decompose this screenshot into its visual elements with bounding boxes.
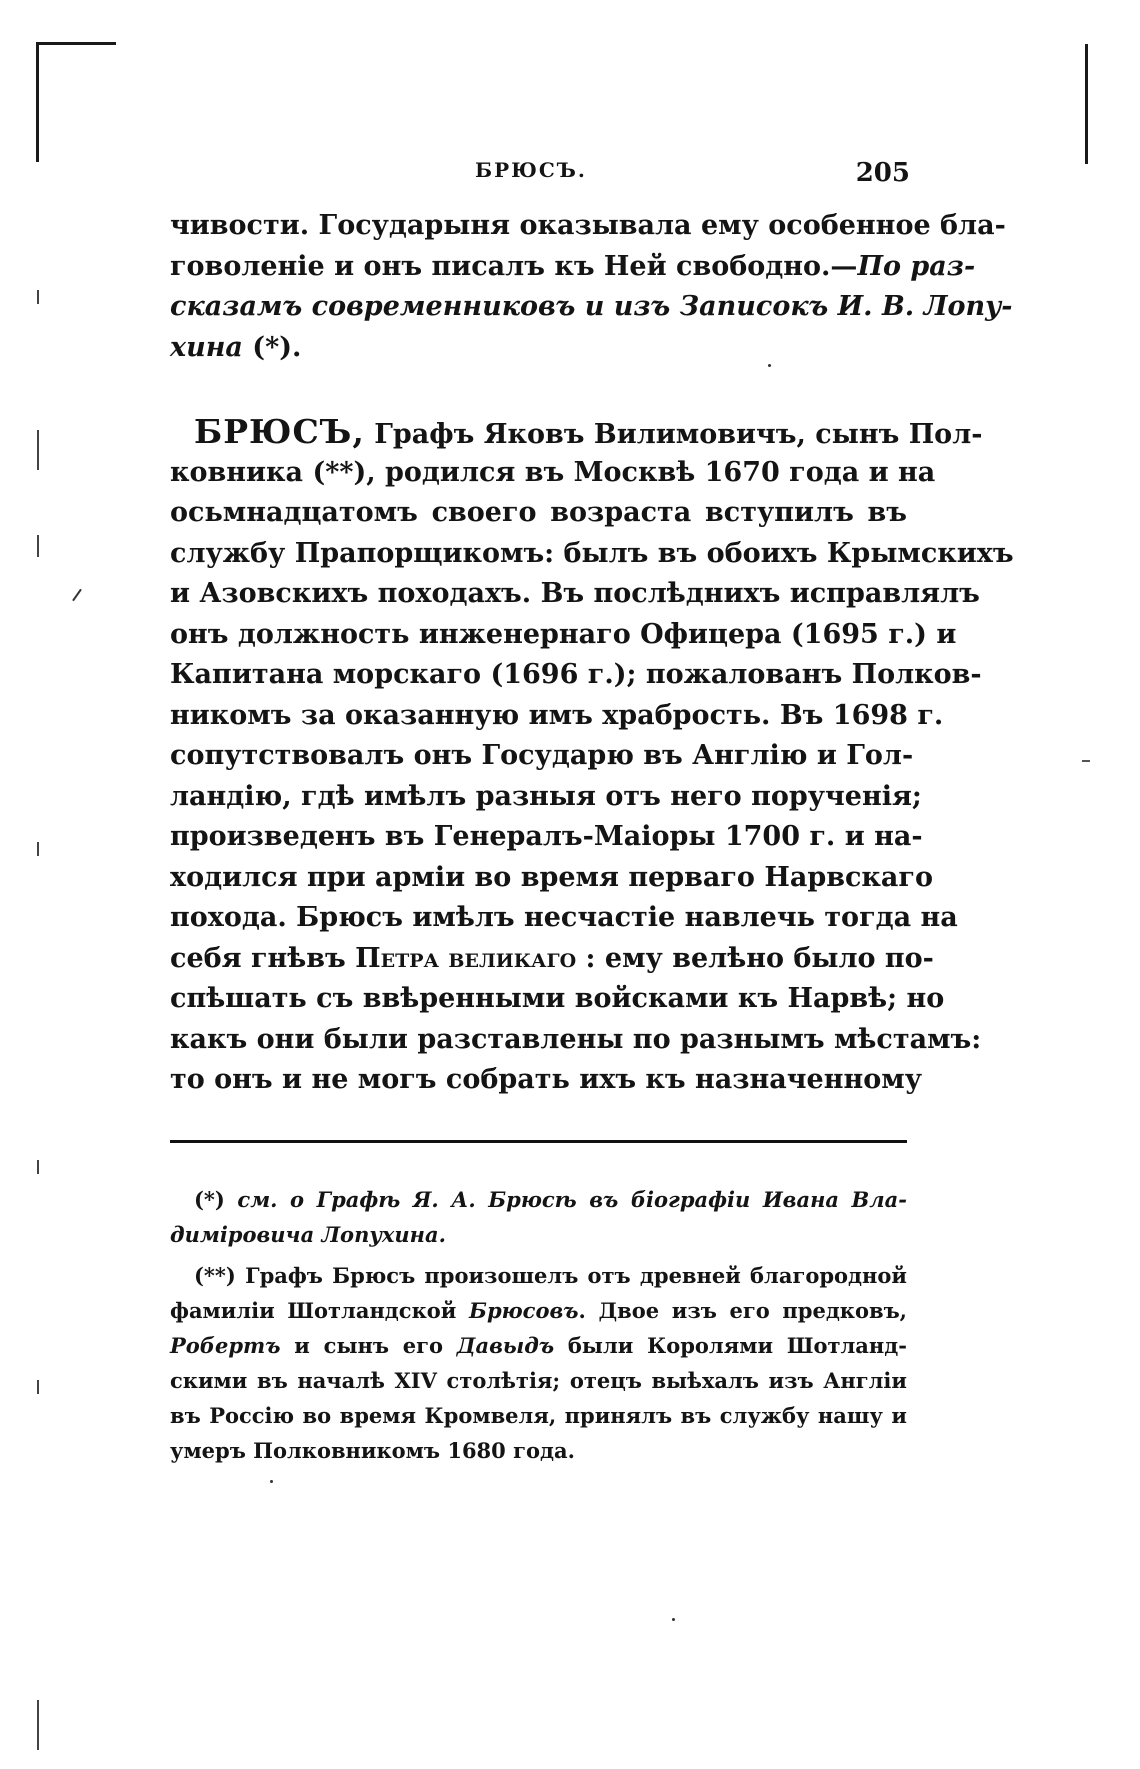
footnote-line: въ Россію во время Кромвеля, принялъ въ службу нашу и	[170, 1403, 907, 1428]
text-line: ландію, гдѣ имѣлъ разныя отъ него порученія;	[170, 780, 922, 812]
footnote-line: (*) см. о Графѣ Я. А. Брюсѣ въ біографіи Ивана Вла-	[194, 1187, 907, 1212]
scan-edge-mark	[1082, 760, 1090, 762]
scan-edge-mark	[37, 1160, 39, 1174]
text-line: никомъ за оказанную имъ храбрость. Въ 1698 г.	[170, 699, 944, 731]
scan-edge-mark	[37, 535, 39, 557]
bruce-entry	[170, 412, 1014, 1101]
page-header	[170, 158, 910, 198]
scan-speck	[672, 1618, 675, 1621]
scan-edge-mark	[37, 430, 39, 470]
footnote-line: фамиліи Шотландской Брюсовъ. Двое изъ его предковъ,	[170, 1298, 907, 1323]
scan-edge-mark	[1085, 44, 1088, 164]
text-line: онъ должность инженернаго Офицера (1695 г.) и	[170, 618, 957, 650]
footnote-line: умеръ Полковникомъ 1680 года.	[170, 1438, 575, 1463]
scan-speck	[270, 1480, 273, 1483]
text-line: Капитана морскаго (1696 г.); пожалованъ Полков-	[170, 659, 982, 690]
scan-frame-mark	[36, 42, 116, 45]
entry-first-line: БРЮСЪ, Графъ Яковъ Вилимовичъ, сынъ Пол-	[194, 412, 983, 451]
text-line: службу Прапорщикомъ: былъ въ обоихъ Крымскихъ	[170, 537, 1014, 569]
text-line: то онъ и не могъ собрать ихъ къ назначенному	[170, 1064, 922, 1095]
text-line: осьмнадцатомъ своего возраста вступилъ въ	[170, 497, 907, 528]
text-line: спѣшать съ ввѣренными войсками къ Нарвѣ; но	[170, 983, 945, 1014]
running-head: БРЮСЪ.	[475, 158, 587, 182]
margin-mark	[72, 589, 82, 602]
footnote-1	[170, 1182, 907, 1252]
footnote-line: Робертъ и сынъ его Давыдъ были Королями Шотланд-	[170, 1333, 907, 1358]
text-line: хина (*).	[170, 331, 302, 363]
text-line: говоленіе и онъ писалъ къ Ней свободно.—По раз-	[170, 250, 976, 282]
scan-edge-mark	[37, 1700, 39, 1750]
footnote-separator	[170, 1140, 907, 1143]
text-line: произведенъ въ Генералъ-Маіоры 1700 г. и на-	[170, 821, 923, 852]
continued-paragraph	[170, 206, 1013, 368]
text-line: сопутствовалъ онъ Государю въ Англію и Гол-	[170, 740, 914, 771]
text-line: сказамъ современниковъ и изъ Записокъ И. В. Лопу-	[170, 291, 1013, 322]
footnote-2	[170, 1258, 907, 1468]
text-line: чивости. Государыня оказывала ему особенное бла-	[170, 210, 1006, 241]
footnote-line: скими въ началѣ XIV столѣтія; отецъ выѣхалъ изъ Англіи	[170, 1368, 907, 1393]
text-line: ходился при арміи во время перваго Нарвскаго	[170, 861, 933, 893]
text-line: себя гнѣвъ Петра великаго : ему велѣно было по-	[170, 942, 934, 974]
scan-edge-mark	[37, 290, 39, 304]
footnote-line: диміровича Лопухина.	[170, 1222, 446, 1247]
scan-edge-mark	[37, 1380, 39, 1394]
footnote-line: (**) Графъ Брюсъ произошелъ отъ древней благородной	[194, 1263, 907, 1288]
scan-frame-mark	[36, 42, 39, 162]
page-number: 205	[855, 158, 910, 188]
text-line: какъ они были разставлены по разнымъ мѣстамъ:	[170, 1023, 982, 1055]
text-line: ковника (**), родился въ Москвѣ 1670 года и на	[170, 456, 936, 488]
text-line: и Азовскихъ походахъ. Въ послѣднихъ исправлялъ	[170, 578, 980, 609]
scan-edge-mark	[37, 842, 39, 856]
text-line: похода. Брюсъ имѣлъ несчастіе навлечь тогда на	[170, 902, 958, 933]
entry-headword: БРЮСЪ,	[194, 412, 365, 451]
